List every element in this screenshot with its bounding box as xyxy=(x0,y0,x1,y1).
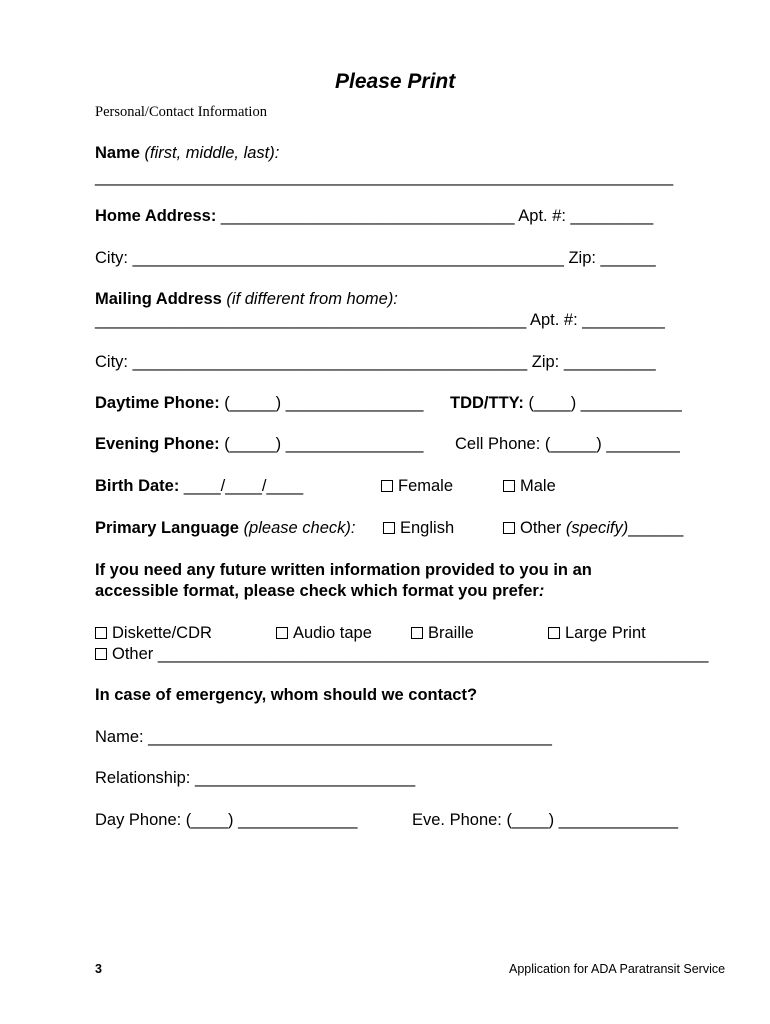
braille-label: Braille xyxy=(428,624,474,642)
male-label: Male xyxy=(520,477,556,495)
birth-date-label: Birth Date: xyxy=(95,477,180,495)
birth-date-field[interactable]: ____/____/____ xyxy=(179,477,304,495)
format-option-braille[interactable] xyxy=(411,624,474,643)
format-option-large-print[interactable] xyxy=(548,624,646,643)
emergency-name-field[interactable]: Name: ____________________________________________ xyxy=(95,728,552,746)
large-print-label: Large Print xyxy=(565,624,646,642)
primary-language-label: Primary Language xyxy=(95,519,239,537)
format-option-diskette[interactable] xyxy=(95,624,212,643)
primary-language-hint: (please check): xyxy=(243,519,356,537)
home-address-field[interactable]: ________________________________ xyxy=(216,207,519,225)
home-zip-field[interactable]: Zip: ______ xyxy=(568,249,656,267)
section-heading: Personal/Contact Information xyxy=(95,104,267,120)
braille-checkbox[interactable] xyxy=(411,627,423,639)
page-number: 3 xyxy=(95,962,102,976)
primary-language-row xyxy=(95,519,355,538)
other-language-checkbox[interactable] xyxy=(503,522,515,534)
mailing-address-line xyxy=(95,311,665,330)
mailing-city-field[interactable]: ___________________________________________ xyxy=(128,353,532,371)
other-language-label: Other xyxy=(520,519,562,537)
other-language-hint: (specify) xyxy=(565,519,629,537)
page-title: Please Print xyxy=(335,70,456,93)
english-option[interactable] xyxy=(383,519,454,538)
english-label: English xyxy=(400,519,455,537)
male-checkbox[interactable] xyxy=(503,480,515,492)
evening-phone-label: Evening Phone: xyxy=(95,435,220,453)
home-city-label: City: xyxy=(95,249,128,267)
audio-tape-checkbox[interactable] xyxy=(276,627,288,639)
english-checkbox[interactable] xyxy=(383,522,395,534)
mailing-address-field[interactable]: _______________________________________________ xyxy=(95,311,530,329)
mailing-apt-field[interactable]: Apt. #: _________ xyxy=(529,311,665,329)
diskette-checkbox[interactable] xyxy=(95,627,107,639)
daytime-phone-field[interactable]: (_____) _______________ xyxy=(219,394,424,412)
other-format-field[interactable]: ____________________________________________________________ xyxy=(153,645,709,663)
footer-doc-title: Application for ADA Paratransit Service xyxy=(509,962,726,976)
name-label: Name xyxy=(95,144,140,162)
home-apt-field[interactable]: Apt. #: _________ xyxy=(518,207,654,225)
format-question-line1: If you need any future written information provided to you in an xyxy=(95,561,592,579)
home-city-field[interactable]: _______________________________________________ xyxy=(128,249,569,267)
format-question-line2-row xyxy=(95,582,544,601)
mailing-zip-field[interactable]: Zip: __________ xyxy=(531,353,656,371)
format-option-other[interactable] xyxy=(95,645,708,664)
other-format-checkbox[interactable] xyxy=(95,648,107,660)
male-option[interactable] xyxy=(503,477,556,496)
mailing-address-row xyxy=(95,290,398,309)
other-format-label: Other xyxy=(112,645,154,663)
diskette-label: Diskette/CDR xyxy=(112,624,212,642)
home-address-label: Home Address: xyxy=(95,207,217,225)
mailing-city-row xyxy=(95,353,656,372)
cell-phone-field[interactable]: Cell Phone: (_____) ________ xyxy=(455,435,680,453)
evening-phone-row xyxy=(95,435,423,454)
emergency-question: In case of emergency, whom should we contact? xyxy=(95,686,478,704)
other-language-field[interactable]: ______ xyxy=(628,519,684,537)
daytime-phone-label: Daytime Phone: xyxy=(95,394,220,412)
evening-phone-field[interactable]: (_____) _______________ xyxy=(219,435,424,453)
name-hint: (first, middle, last): xyxy=(144,144,280,162)
name-field[interactable]: _______________________________________________________________ xyxy=(95,168,674,186)
home-city-row xyxy=(95,249,656,268)
mailing-city-label: City: xyxy=(95,353,128,371)
tdd-label: TDD/TTY: xyxy=(450,394,524,412)
format-question-line2: accessible format, please check which format you prefer xyxy=(95,582,539,600)
mailing-address-label: Mailing Address xyxy=(95,290,222,308)
daytime-phone-row xyxy=(95,394,423,413)
emergency-day-phone-field[interactable]: Day Phone: (____) _____________ xyxy=(95,811,358,829)
mailing-address-hint: (if different from home): xyxy=(226,290,398,308)
emergency-eve-phone-field[interactable]: Eve. Phone: (____) _____________ xyxy=(412,811,679,829)
birth-date-row xyxy=(95,477,303,496)
female-label: Female xyxy=(398,477,454,495)
home-address-row xyxy=(95,207,653,226)
format-question-colon: : xyxy=(538,582,545,600)
tdd-field[interactable]: (____) ___________ xyxy=(523,394,682,412)
emergency-relationship-field[interactable]: Relationship: ________________________ xyxy=(95,769,416,787)
format-option-audio[interactable] xyxy=(276,624,372,643)
tdd-row xyxy=(450,394,682,413)
other-language-option[interactable] xyxy=(503,519,683,538)
female-checkbox[interactable] xyxy=(381,480,393,492)
female-option[interactable] xyxy=(381,477,453,496)
name-row xyxy=(95,144,279,163)
large-print-checkbox[interactable] xyxy=(548,627,560,639)
audio-tape-label: Audio tape xyxy=(293,624,372,642)
